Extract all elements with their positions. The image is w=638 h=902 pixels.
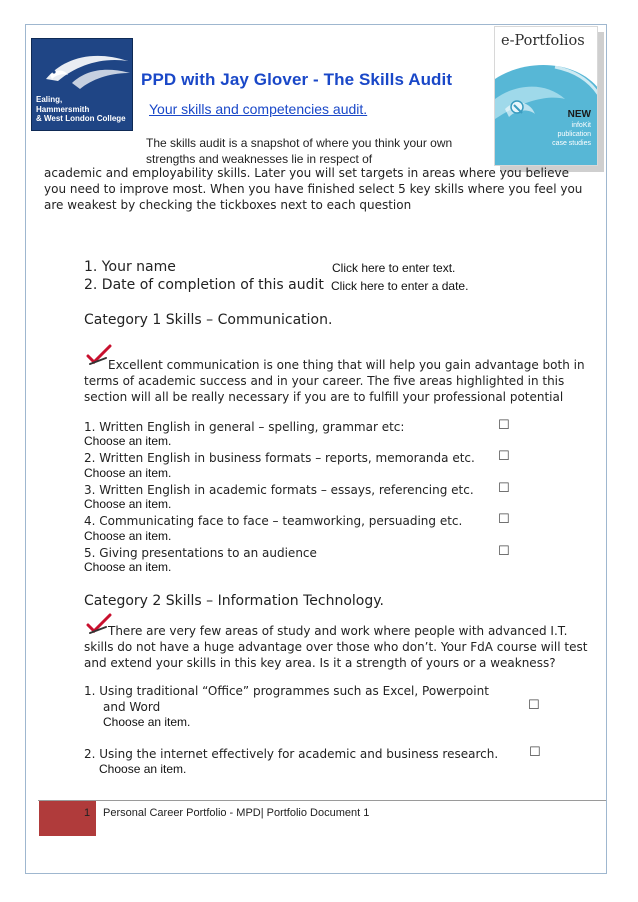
badge-subtitle: [552, 121, 591, 148]
logo-line-2: Hammersmith: [36, 104, 90, 114]
intro-text-1: The skills audit is a snapshot of where you think your own strengths and weaknesses lie in respect of: [146, 136, 453, 166]
cat2-item-2-dropdown[interactable]: Choose an item.: [99, 762, 187, 776]
badge-new-label: NEW: [567, 109, 591, 120]
document-subtitle[interactable]: Your skills and competencies audit.: [149, 101, 368, 117]
badge-card: [494, 26, 598, 166]
name-label: 1. Your name: [84, 259, 176, 275]
date-label: 2. Date of completion of this audit: [84, 277, 324, 293]
cat1-item-2-label: 2. Written English in business formats – reports, memoranda etc.: [84, 451, 475, 465]
logo-line-3: & West London College: [36, 114, 126, 123]
eportfolios-badge: [494, 26, 598, 172]
badge-sub-1: infoKit: [571, 122, 591, 129]
footer-text: Personal Career Portfolio - MPD| Portfolio Document 1: [103, 807, 370, 819]
cat2-item-2-label: 2. Using the internet effectively for academic and business research.: [84, 747, 499, 761]
cat1-item-5-checkbox[interactable]: ☐: [498, 544, 510, 559]
college-logo: [31, 38, 133, 131]
category-2-intro: There are very few areas of study and work where people with advanced I.T. skills do not have a huge advantage over those who don’t. Your FdA course will test and extend your skills in this key area. Is it a strength of yours or a weakness?: [84, 624, 588, 670]
cat2-item-2-checkbox[interactable]: ☐: [529, 745, 541, 760]
logo-line-1: Ealing,: [36, 95, 63, 104]
cat1-item-4-dropdown[interactable]: Choose an item.: [84, 529, 172, 543]
cat1-item-4-checkbox[interactable]: ☐: [498, 512, 510, 527]
intro-text-2: academic and employability skills. Later you will set targets in areas where you believe you need to improve most. When you have finished select 5 key skills where you feel you are weakest by checking the tickboxes next to each question: [44, 166, 583, 212]
category-1-heading: Category 1 Skills – Communication.: [84, 312, 333, 328]
badge-sub-3: case studies: [552, 140, 591, 147]
cat1-item-2-checkbox[interactable]: ☐: [498, 449, 510, 464]
cat2-item-1-dropdown[interactable]: Choose an item.: [103, 715, 191, 729]
cat1-item-2-dropdown[interactable]: Choose an item.: [84, 466, 172, 480]
cat1-item-5-dropdown[interactable]: Choose an item.: [84, 560, 172, 574]
cat1-item-3-checkbox[interactable]: ☐: [498, 481, 510, 496]
footer-rule: [38, 800, 606, 801]
cat1-item-3-label: 3. Written English in academic formats – essays, referencing etc.: [84, 483, 474, 497]
category-1-intro: Excellent communication is one thing that will help you gain advantage both in terms of academic success and in your career. The five areas highlighted in this section will all be really necessary if you are to fulfill your professional potential: [84, 358, 585, 404]
cat2-item-1-label-line-1: 1. Using traditional “Office” programmes such as Excel, Powerpoint: [84, 684, 489, 698]
badge-title: e-Portfolios: [501, 33, 585, 49]
cat2-item-1-checkbox[interactable]: ☐: [528, 698, 540, 713]
badge-sub-2: publication: [557, 131, 591, 138]
date-field[interactable]: Click here to enter a date.: [331, 279, 469, 293]
cat1-item-1-dropdown[interactable]: Choose an item.: [84, 434, 172, 448]
document-title: PPD with Jay Glover - The Skills Audit: [141, 70, 453, 89]
cat2-item-1-label-line-2: and Word: [103, 700, 161, 714]
cat1-item-5-label: 5. Giving presentations to an audience: [84, 546, 317, 560]
category-2-heading: Category 2 Skills – Information Technology.: [84, 593, 384, 609]
cat1-item-4-label: 4. Communicating face to face – teamworking, persuading etc.: [84, 514, 463, 528]
cat1-item-1-label: 1. Written English in general – spelling, grammar etc:: [84, 420, 405, 434]
cat1-item-1-checkbox[interactable]: ☐: [498, 418, 510, 433]
footer-page-number: 1: [84, 807, 91, 819]
cat1-item-3-dropdown[interactable]: Choose an item.: [84, 497, 172, 511]
name-field[interactable]: Click here to enter text.: [332, 261, 456, 275]
